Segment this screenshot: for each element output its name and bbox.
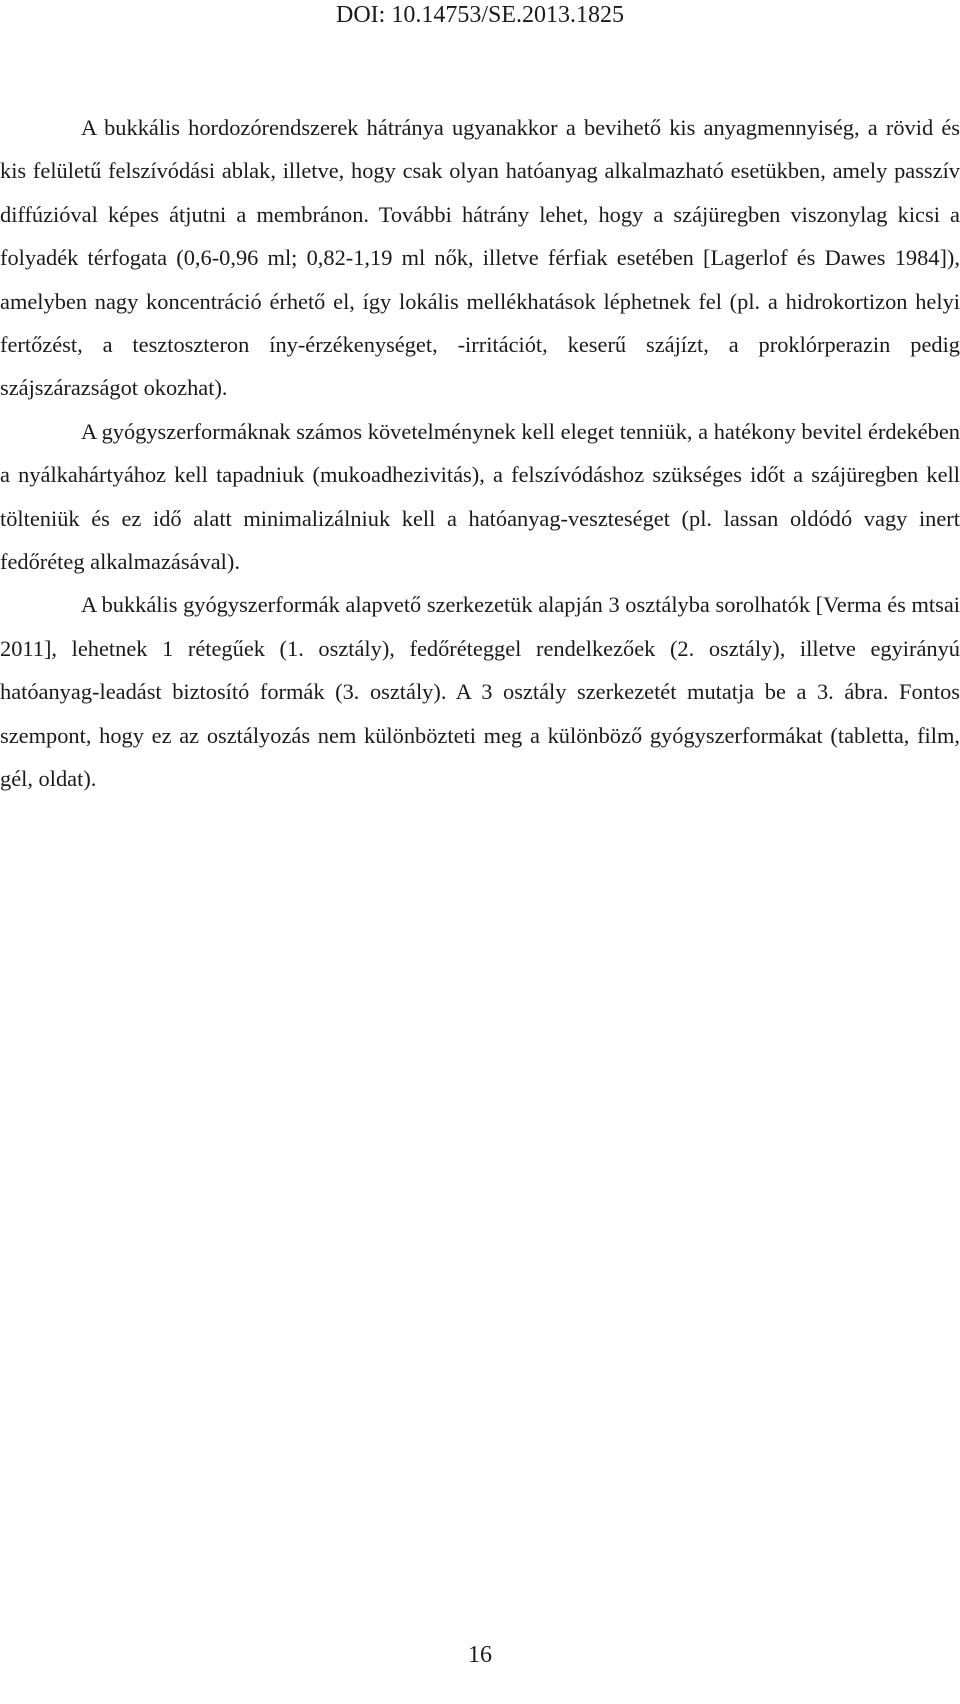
doi-header: DOI: 10.14753/SE.2013.1825 xyxy=(336,2,624,28)
page-number: 16 xyxy=(468,1642,492,1668)
paragraph-3: A bukkális gyógyszerformák alapvető szerkezetük alapján 3 osztályba sorolhatók [Verma és mtsai 2011], lehetnek 1 rétegűek (1. osztály), fedőréteggel rendelkezőek (2. osztály), illetve egyirányú hatóanyag-leadást biztosító formák (3. osztály). A 3 osztály szerkezetét mutatja be a 3. ábra. Fontos szempont, hogy ez az osztályozás nem különbözteti meg a különböző gyógyszerformákat (tabletta, film, gél, oldat). xyxy=(0,592,960,792)
paragraph-1: A bukkális hordozórendszerek hátránya ugyanakkor a bevihető kis anyagmennyiség, a rövid és kis felületű felszívódási ablak, illetve, hogy csak olyan hatóanyag alkalmazható esetükben, amely passzív diffúzióval képes átjutni a membránon. További hátrány lehet, hogy a szájüregben viszonylag kicsi a folyadék térfogata (0,6-0,96 ml; 0,82-1,19 ml nők, illetve férfiak esetében [Lagerlof és Dawes 1984]), amelyben nagy koncentráció érhető el, így lokális mellékhatások léphetnek fel (pl. a hidrokortizon helyi fertőzést, a tesztoszteron íny-érzékenységet, -irritációt, keserű szájízt, a proklórperazin pedig szájszárazságot okozhat). xyxy=(0,115,960,401)
document-body xyxy=(0,106,960,801)
paragraph-2: A gyógyszerformáknak számos követelménynek kell eleget tenniük, a hatékony bevitel érdekében a nyálkahártyához kell tapadniuk (mukoadhezivitás), a felszívódáshoz szükséges időt a szájüregben kell tölteniük és ez idő alatt minimalizálniuk kell a hatóanyag-veszteséget (pl. lassan oldódó vagy inert fedőréteg alkalmazásával). xyxy=(0,418,960,575)
